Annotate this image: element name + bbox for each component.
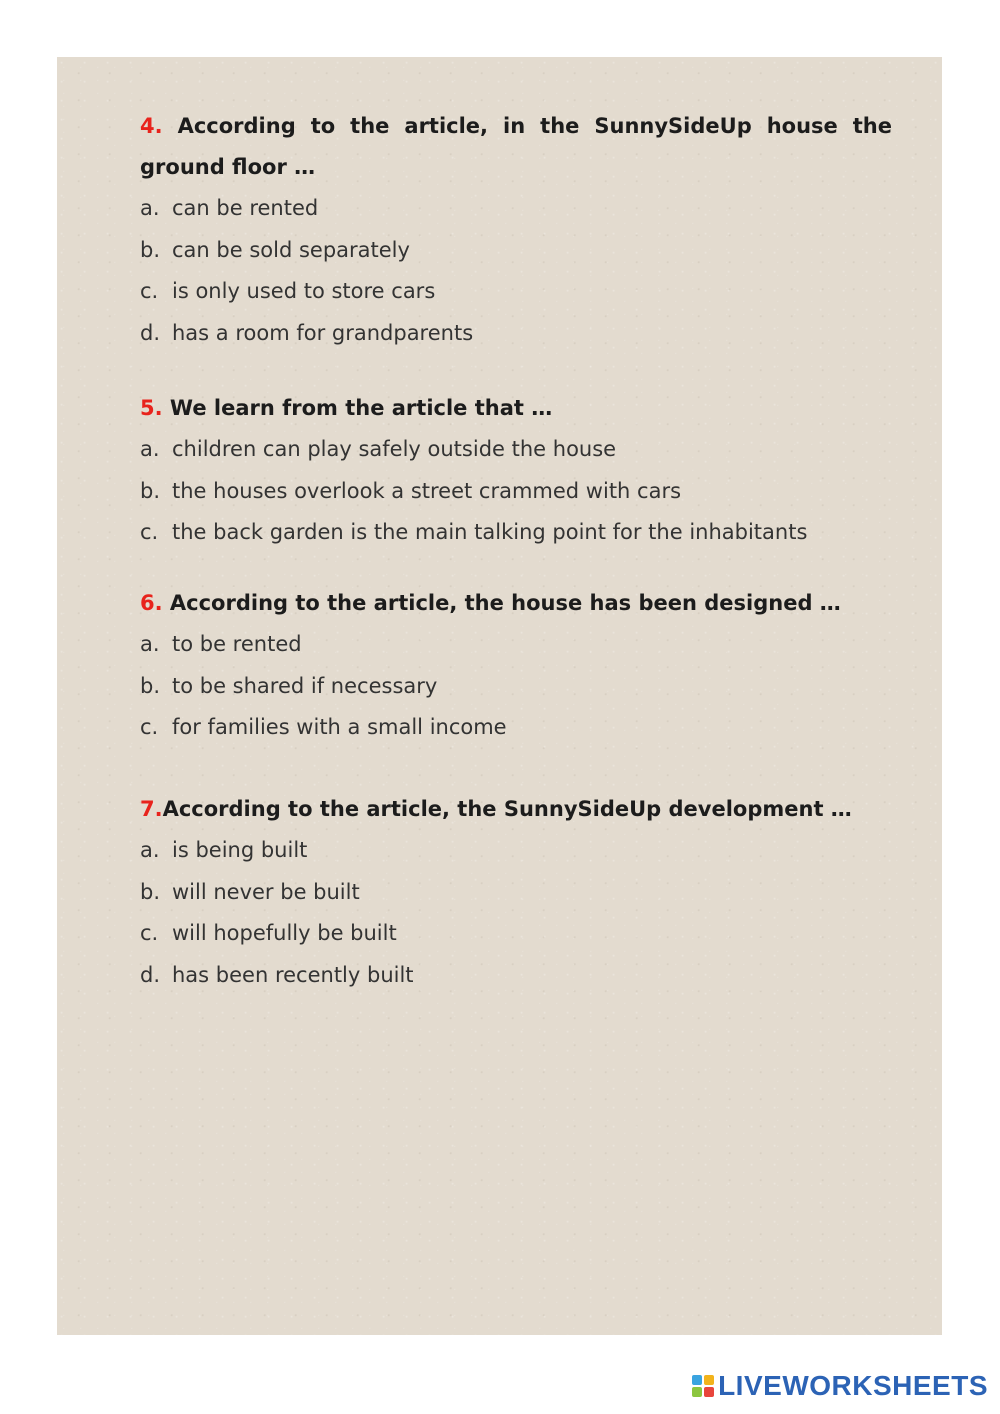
- question-number: 5.: [140, 396, 163, 420]
- option-letter: a.: [140, 838, 160, 862]
- option-text: will never be built: [172, 879, 360, 904]
- option-text: to be shared if necessary: [172, 673, 438, 698]
- question-number: 4.: [140, 114, 163, 138]
- answer-option-b[interactable]: [140, 471, 892, 513]
- question-prompt: [140, 388, 892, 429]
- question-number: 7.: [140, 797, 163, 821]
- option-letter: d.: [140, 962, 161, 987]
- answer-option-a[interactable]: [140, 188, 892, 230]
- question-5: [140, 388, 892, 554]
- liveworksheets-logo[interactable]: [692, 1366, 988, 1406]
- option-letter: b.: [140, 673, 161, 698]
- option-letter: b.: [140, 237, 161, 262]
- answer-option-d[interactable]: [140, 955, 892, 997]
- answer-option-a[interactable]: [140, 624, 892, 666]
- option-text: is being built: [172, 838, 308, 862]
- option-letter: a.: [140, 196, 160, 220]
- answer-option-a[interactable]: [140, 429, 892, 471]
- question-prompt: [140, 583, 892, 624]
- option-text: can be sold separately: [172, 237, 410, 262]
- option-text: the houses overlook a street crammed with cars: [172, 478, 682, 503]
- option-letter: c.: [140, 279, 159, 303]
- question-prompt: [140, 789, 892, 830]
- option-text: the back garden is the main talking point for the inhabitants: [172, 520, 808, 544]
- answer-option-b[interactable]: [140, 230, 892, 272]
- answer-option-b[interactable]: [140, 666, 892, 708]
- option-letter: b.: [140, 478, 161, 503]
- option-letter: c.: [140, 921, 159, 945]
- option-text: is only used to store cars: [172, 279, 436, 303]
- option-text: can be rented: [172, 196, 319, 220]
- option-text: will hopefully be built: [172, 921, 397, 945]
- question-number: 6.: [140, 591, 163, 615]
- question-7: [140, 789, 892, 996]
- question-text: We learn from the article that …: [169, 396, 553, 420]
- answer-option-c[interactable]: [140, 271, 892, 313]
- question-4: [140, 106, 892, 354]
- question-prompt: [140, 106, 892, 188]
- option-text: to be rented: [172, 632, 302, 656]
- answer-option-b[interactable]: [140, 872, 892, 914]
- question-6: [140, 583, 892, 749]
- question-text: According to the article, the house has been designed …: [169, 591, 841, 615]
- brand-name: LIVEWORKSHEETS: [718, 1370, 988, 1401]
- option-letter: a.: [140, 437, 160, 461]
- answer-option-c[interactable]: [140, 512, 892, 554]
- option-letter: c.: [140, 715, 159, 739]
- question-text: According to the article, the SunnySideUp development …: [162, 797, 852, 821]
- option-text: has been recently built: [172, 962, 414, 987]
- option-text: for families with a small income: [172, 715, 507, 739]
- answer-option-c[interactable]: [140, 707, 892, 749]
- question-text: According to the article, in the SunnySideUp house the ground floor …: [140, 114, 892, 179]
- liveworksheets-logo-icon: [692, 1375, 714, 1397]
- answer-option-d[interactable]: [140, 313, 892, 355]
- option-text: has a room for grandparents: [172, 320, 474, 345]
- answer-option-c[interactable]: [140, 913, 892, 955]
- option-letter: b.: [140, 879, 161, 904]
- option-letter: d.: [140, 320, 161, 345]
- answer-option-a[interactable]: [140, 830, 892, 872]
- option-letter: c.: [140, 520, 159, 544]
- option-letter: a.: [140, 632, 160, 656]
- option-text: children can play safely outside the house: [172, 437, 617, 461]
